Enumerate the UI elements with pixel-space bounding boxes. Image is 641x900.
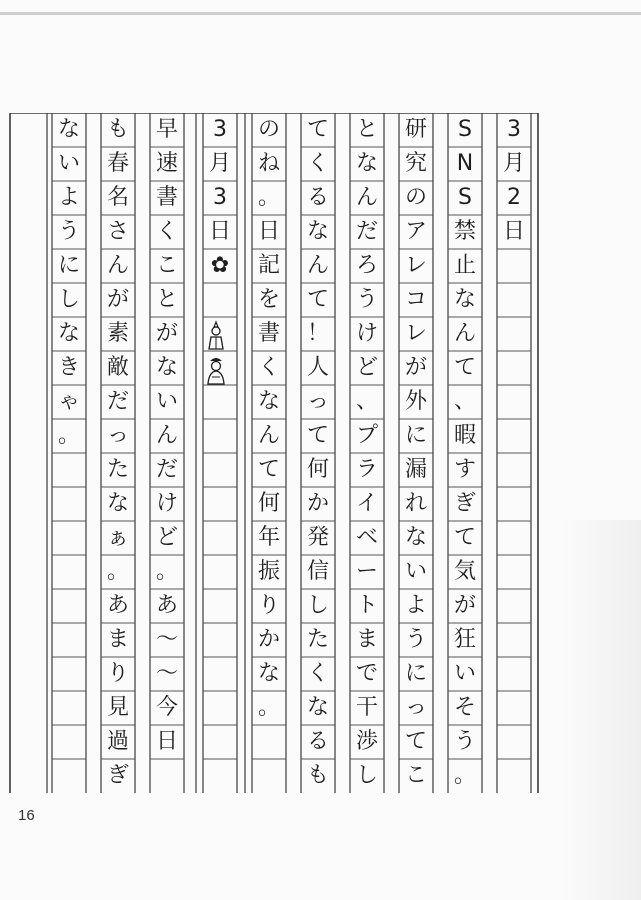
grid-cell: う: [355, 287, 378, 312]
grid-cell: 漏: [404, 457, 427, 482]
grid-cell: ん: [453, 321, 476, 346]
grid-cell: な: [57, 321, 80, 346]
grid-cell: だ: [155, 457, 178, 482]
grid-cell: れ: [404, 491, 427, 516]
grid-cell: と: [355, 117, 378, 142]
grid-cell: 日: [502, 219, 525, 244]
grid-cell: 今: [155, 695, 178, 720]
grid-cell: ラ: [355, 457, 378, 482]
grid-cell: 。: [257, 185, 280, 210]
grid-cell: て: [404, 729, 427, 754]
grid-cell: 3: [213, 185, 227, 210]
grid-cell: こ: [155, 253, 178, 278]
grid-cell: 暇: [453, 423, 476, 448]
grid-cell: け: [355, 321, 378, 346]
grid-cell: い: [57, 151, 80, 176]
grid-cell: か: [306, 491, 329, 516]
grid-cell: な: [257, 661, 280, 686]
grid-cell: 名: [106, 185, 129, 210]
grid-cell: な: [106, 491, 129, 516]
grid-cell: コ: [404, 287, 427, 312]
grid-cell: 、: [355, 389, 378, 414]
text-column-line-3: [350, 113, 384, 793]
grid-cell: ア: [404, 219, 427, 244]
grid-cell: 気: [453, 559, 476, 584]
grid-cell: ま: [355, 627, 378, 652]
grid-cell: き: [57, 355, 80, 380]
grid-cell: 振: [257, 559, 280, 584]
grid-cell: い: [453, 661, 476, 686]
grid-cell: て: [306, 117, 329, 142]
grid-cell: 干: [355, 695, 378, 720]
grid-cell: ！: [306, 321, 329, 346]
grid-cell: が: [106, 287, 129, 312]
grid-cell: て: [453, 525, 476, 550]
grid-cell: 研: [404, 117, 427, 142]
grid-cell: 〜: [155, 627, 178, 652]
grid-cell: ど: [355, 355, 378, 380]
grid-cell: に: [57, 253, 80, 278]
grid-cell: も: [106, 117, 129, 142]
grid-cell: て: [453, 355, 476, 380]
grid-cell: 何: [306, 457, 329, 482]
grid-cell: 日: [208, 219, 231, 244]
grid-cell: た: [106, 457, 129, 482]
grid-cell: 月: [208, 151, 231, 176]
grid-cell: S: [458, 185, 472, 210]
grid-cell: ん: [155, 423, 178, 448]
grid-cell: で: [355, 661, 378, 686]
text-column-line-6: [150, 113, 184, 759]
grid-cell: レ: [404, 253, 427, 278]
grid-cell: る: [306, 729, 329, 754]
grid-cell: す: [453, 457, 476, 482]
grid-cell: ぎ: [106, 763, 129, 788]
page-number: 16: [18, 807, 35, 824]
grid-cell: 月: [502, 151, 525, 176]
grid-cell: だ: [106, 389, 129, 414]
grid-cell: 発: [306, 525, 329, 550]
grid-cell: よ: [57, 185, 80, 210]
grid-cell: な: [355, 151, 378, 176]
top-rule: [0, 12, 641, 15]
grid-cell: し: [355, 763, 378, 788]
grid-cell: し: [57, 287, 80, 312]
grid-cell: 2: [507, 185, 521, 210]
grid-cell: て: [306, 287, 329, 312]
grid-cell: く: [257, 355, 280, 380]
grid-cell: 止: [453, 253, 476, 278]
grid-cell: る: [306, 185, 329, 210]
grid-cell: 外: [404, 389, 427, 414]
grid-cell: 究: [404, 151, 427, 176]
grid-cell: の: [404, 185, 427, 210]
grid-cell: て: [257, 457, 280, 482]
grid-cell: し: [306, 593, 329, 618]
grid-cell: の: [257, 117, 280, 142]
grid-cell: 書: [155, 185, 178, 210]
grid-cell: な: [155, 355, 178, 380]
text-column-line-1: [448, 113, 482, 793]
grid-cell: 人: [306, 355, 329, 380]
genkou-sheet: [0, 113, 641, 793]
grid-cell: な: [257, 389, 280, 414]
grid-cell: ろ: [355, 253, 378, 278]
grid-cell: く: [306, 151, 329, 176]
grid-cell: な: [306, 219, 329, 244]
grid-cell: S: [458, 117, 472, 142]
grid-cell: 3: [507, 117, 521, 142]
grid-cell: う: [453, 729, 476, 754]
grid-cell: と: [155, 287, 178, 312]
text-column-line-4: [301, 113, 335, 793]
grid-cell: 3: [213, 117, 227, 142]
grid-cell: 過: [106, 729, 129, 754]
grid-cell: 書: [257, 321, 280, 346]
text-column-line-2: [399, 113, 433, 793]
grid-cell: か: [257, 627, 280, 652]
grid-cell: あ: [155, 593, 178, 618]
grid-cell: 何: [257, 491, 280, 516]
grid-cell: っ: [404, 695, 427, 720]
grid-cell: よ: [404, 593, 427, 618]
grid-cell: う: [404, 627, 427, 652]
grid-cell: 。: [453, 763, 476, 788]
grid-cell: 日: [155, 729, 178, 754]
text-column-date-mar2: [497, 113, 531, 249]
grid-cell: に: [404, 423, 427, 448]
hina-doll-icon: [199, 319, 233, 353]
grid-cell: 。: [106, 559, 129, 584]
grid-cell: も: [306, 763, 329, 788]
grid-cell: く: [306, 661, 329, 686]
text-column-line-7: [101, 113, 135, 793]
grid-cell: り: [106, 661, 129, 686]
grid-cell: 、: [453, 389, 476, 414]
grid-cell: ベ: [355, 525, 378, 550]
text-column-line-8: [52, 113, 86, 453]
grid-cell: ん: [355, 185, 378, 210]
grid-cell: 素: [106, 321, 129, 346]
grid-cell: そ: [453, 695, 476, 720]
grid-cell: ん: [306, 253, 329, 278]
grid-cell: 敵: [106, 355, 129, 380]
grid-cell: な: [453, 287, 476, 312]
grid-cell: が: [155, 321, 178, 346]
grid-cell: あ: [106, 593, 129, 618]
grid-cell: 記: [257, 253, 280, 278]
grid-cell: 速: [155, 151, 178, 176]
grid-cell: ぁ: [106, 525, 129, 550]
grid-cell: な: [404, 525, 427, 550]
grid-cell: っ: [106, 423, 129, 448]
grid-cell: プ: [355, 423, 378, 448]
grid-cell: 年: [257, 525, 280, 550]
grid-cell: け: [155, 491, 178, 516]
grid-cell: な: [306, 695, 329, 720]
grid-cell: て: [306, 423, 329, 448]
grid-cell: ✿: [210, 253, 230, 278]
grid-cell: 。: [155, 559, 178, 584]
grid-cell: ど: [155, 525, 178, 550]
grid-cell: こ: [404, 763, 427, 788]
grid-cell: 信: [306, 559, 329, 584]
grid-cell: ん: [106, 253, 129, 278]
grid-cell: ゃ: [57, 389, 80, 414]
grid-cell: ま: [106, 627, 129, 652]
grid-cell: ぎ: [453, 491, 476, 516]
text-column-line-5: [252, 113, 286, 725]
grid-cell: な: [57, 117, 80, 142]
grid-cell: っ: [306, 389, 329, 414]
grid-cell: に: [404, 661, 427, 686]
grid-cell: 渉: [355, 729, 378, 754]
grid-cell: く: [155, 219, 178, 244]
grid-cell: さ: [106, 219, 129, 244]
grid-cell: い: [155, 389, 178, 414]
grid-cell: い: [404, 559, 427, 584]
grid-cell: 見: [106, 695, 129, 720]
grid-cell: が: [453, 593, 476, 618]
grid-cell: た: [306, 627, 329, 652]
grid-cell: り: [257, 593, 280, 618]
grid-cell: 狂: [453, 627, 476, 652]
grid-cell: 日: [257, 219, 280, 244]
grid-cell: が: [404, 355, 427, 380]
grid-cell: イ: [355, 491, 378, 516]
grid-cell: 春: [106, 151, 129, 176]
hina-doll-icon: [199, 353, 233, 387]
grid-cell: を: [257, 287, 280, 312]
grid-cell: ー: [355, 559, 378, 584]
grid-cell: 。: [257, 695, 280, 720]
grid-cell: レ: [404, 321, 427, 346]
grid-cell: 〜: [155, 661, 178, 686]
grid-cell: う: [57, 219, 80, 244]
text-column-date-mar3: [203, 113, 237, 283]
grid-cell: 禁: [453, 219, 476, 244]
grid-cell: だ: [355, 219, 378, 244]
grid-cell: 。: [57, 423, 80, 448]
grid-cell: ん: [257, 423, 280, 448]
grid-cell: ト: [355, 593, 378, 618]
grid-cell: ね: [257, 151, 280, 176]
grid-cell: N: [456, 151, 474, 176]
grid-cell: 早: [155, 117, 178, 142]
